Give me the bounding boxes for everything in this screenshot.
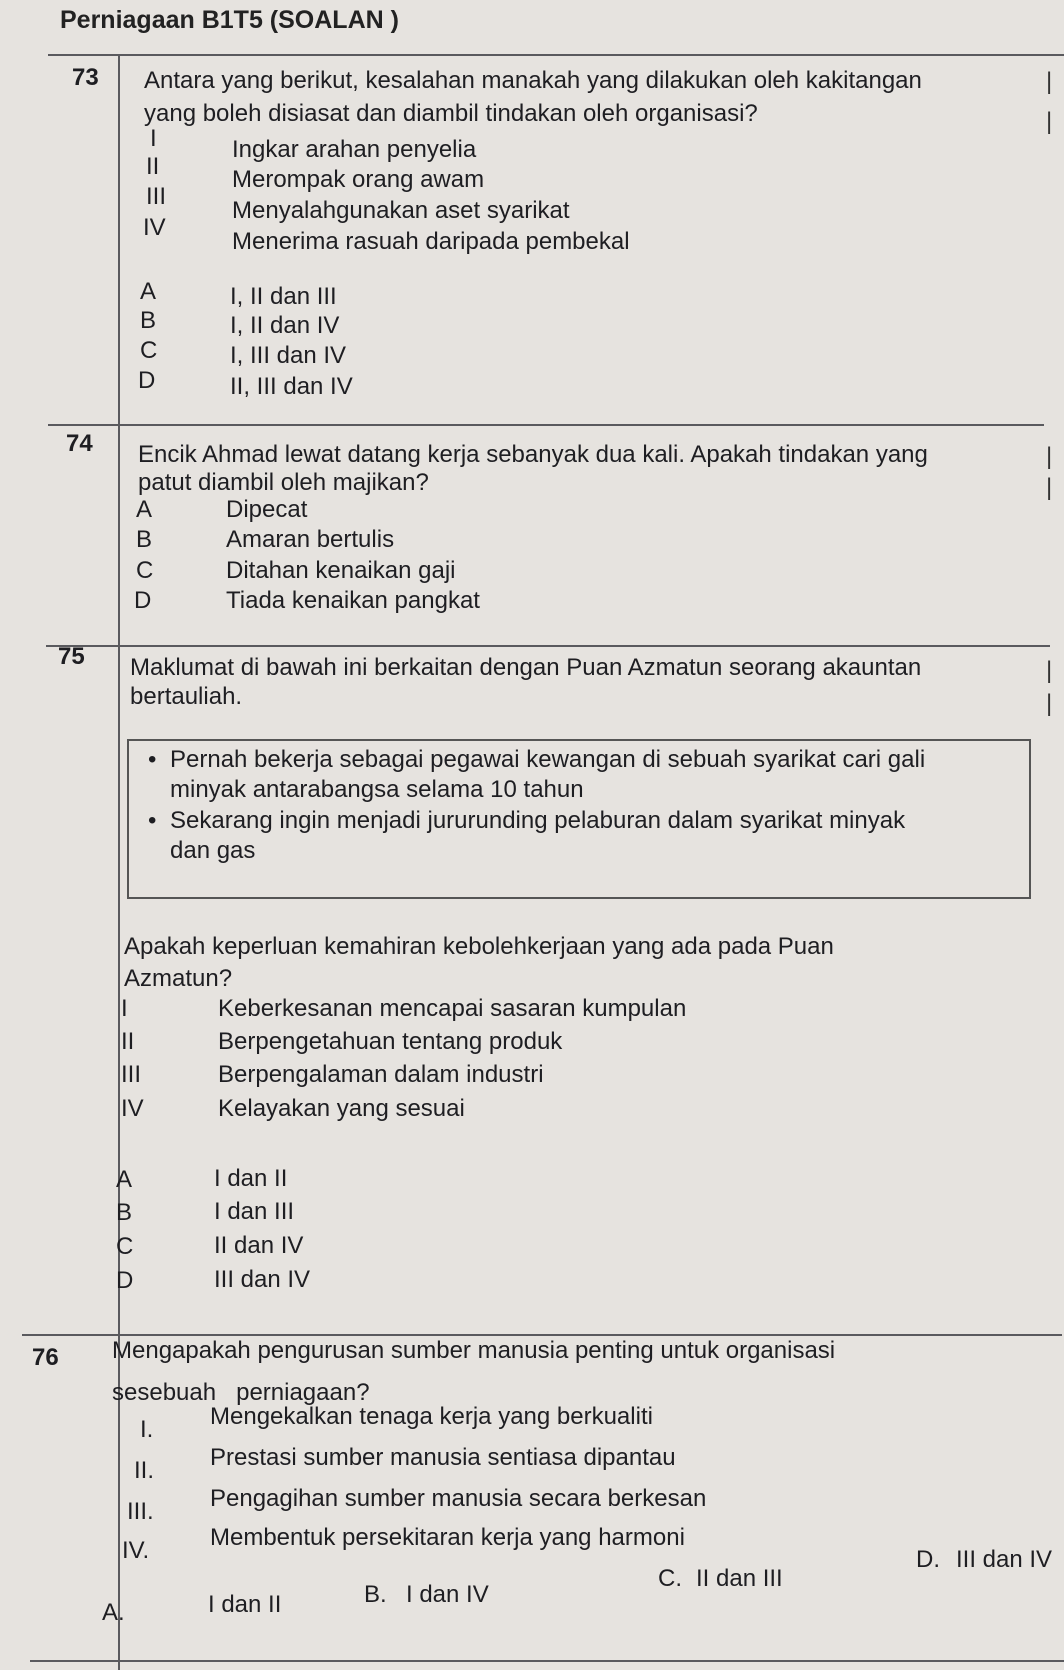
- question-number-76: 76: [32, 1344, 59, 1371]
- q76-option-text: I dan II: [208, 1591, 282, 1618]
- margin-mark: |: [1046, 657, 1053, 684]
- row-divider-75: [46, 645, 1050, 647]
- q76-option-label: B.: [364, 1581, 387, 1608]
- q76-statement-label: I.: [140, 1416, 154, 1443]
- q75-option-text: III dan IV: [214, 1266, 311, 1293]
- q73-statement-label: II: [146, 153, 160, 180]
- question-number-75: 75: [58, 643, 85, 670]
- q74-option-label: B: [136, 526, 153, 553]
- q75-statement-label: III: [121, 1061, 142, 1088]
- q75-statement-label: I: [121, 995, 128, 1022]
- q76-statement-text: Membentuk persekitaran kerja yang harmoni: [210, 1524, 685, 1551]
- info-line: minyak antarabangsa selama 10 tahun: [170, 776, 584, 803]
- q74-option-label: A: [136, 496, 153, 523]
- margin-mark: |: [1046, 443, 1053, 470]
- q73-option-label: D: [138, 367, 156, 394]
- q75-statement-text: Berpengetahuan tentang produk: [218, 1028, 563, 1055]
- question-number-73: 73: [72, 64, 99, 91]
- q75-option-label: C: [116, 1233, 134, 1260]
- q73-option-label: B: [140, 307, 157, 334]
- q75-statement-text: Berpengalaman dalam industri: [218, 1061, 544, 1088]
- q73-option-text: I, III dan IV: [230, 342, 347, 369]
- row-divider-74: [48, 424, 1044, 426]
- info-bullet-icon: •: [148, 807, 157, 834]
- q75-stem-line-2: bertauliah.: [130, 683, 243, 710]
- q75-option-label: A: [116, 1166, 133, 1193]
- info-line: Sekarang ingin menjadi jururunding pelaburan dalam syarikat minyak: [170, 807, 906, 834]
- q73-option-text: I, II dan III: [230, 283, 337, 310]
- q75-statement-label: IV: [121, 1095, 144, 1122]
- q75-option-text: I dan III: [214, 1198, 295, 1225]
- margin-mark: |: [1046, 474, 1053, 501]
- q75-option-text: II dan IV: [214, 1232, 304, 1259]
- q76-option-label: C.: [658, 1565, 682, 1592]
- q73-option-label: A: [140, 278, 157, 305]
- info-line: dan gas: [170, 837, 256, 864]
- q76-stem-line-2: sesebuah perniagaan?: [112, 1379, 370, 1406]
- q75-option-label: D: [116, 1267, 134, 1294]
- q74-stem-line-1: Encik Ahmad lewat datang kerja sebanyak dua kali. Apakah tindakan yang: [138, 441, 928, 468]
- page-title: Perniagaan B1T5 (SOALAN ): [60, 6, 399, 34]
- q73-option-text: I, II dan IV: [230, 312, 340, 339]
- q76-option-label: D.: [916, 1546, 940, 1573]
- q73-option-label: C: [140, 337, 158, 364]
- q76-option-text: I dan IV: [406, 1581, 489, 1608]
- q73-statement-label: IV: [143, 214, 166, 241]
- q76-statement-label: III.: [127, 1498, 154, 1525]
- question-number-74: 74: [66, 430, 93, 457]
- number-column-divider: [118, 54, 120, 1670]
- q74-option-label: C: [136, 557, 154, 584]
- q76-statement-label: II.: [134, 1457, 155, 1484]
- q73-statement-text: Menerima rasuah daripada pembekal: [232, 228, 630, 255]
- info-line: Pernah bekerja sebagai pegawai kewangan di sebuah syarikat cari gali: [170, 746, 926, 773]
- q75-option-label: B: [116, 1199, 133, 1226]
- q74-stem-line-2: patut diambil oleh majikan?: [138, 469, 429, 496]
- q75-question-line-1: Apakah keperluan kemahiran kebolehkerjaan yang ada pada Puan: [124, 933, 834, 960]
- q76-option-text: II dan III: [696, 1565, 783, 1592]
- q75-statement-label: II: [121, 1028, 135, 1055]
- q76-statement-text: Mengekalkan tenaga kerja yang berkualiti: [210, 1403, 653, 1430]
- q75-stem-line-1: Maklumat di bawah ini berkaitan dengan Puan Azmatun seorang akauntan: [130, 654, 922, 681]
- q76-statement-text: Prestasi sumber manusia sentiasa dipantau: [210, 1444, 676, 1471]
- q73-statement-text: Merompak orang awam: [232, 166, 485, 193]
- q76-option-label: A.: [102, 1599, 125, 1626]
- q74-option-text: Dipecat: [226, 496, 308, 523]
- q75-statement-text: Kelayakan yang sesuai: [218, 1095, 465, 1122]
- q76-stem-line-1: Mengapakah pengurusan sumber manusia penting untuk organisasi: [112, 1337, 836, 1364]
- q74-option-text: Ditahan kenaikan gaji: [226, 557, 456, 584]
- q74-option-text: Amaran bertulis: [226, 526, 395, 553]
- page-bottom-line: [30, 1660, 1064, 1662]
- q75-statement-text: Keberkesanan mencapai sasaran kumpulan: [218, 995, 687, 1022]
- q76-statement-text: Pengagihan sumber manusia secara berkesan: [210, 1485, 707, 1512]
- margin-mark: |: [1046, 690, 1053, 717]
- q75-option-text: I dan II: [214, 1165, 288, 1192]
- q73-statement-text: Menyalahgunakan aset syarikat: [232, 197, 570, 224]
- margin-mark: |: [1046, 68, 1053, 95]
- q76-option-text: III dan IV: [956, 1546, 1053, 1573]
- q73-statement-label: III: [146, 183, 167, 210]
- margin-mark: |: [1046, 108, 1053, 135]
- q76-statement-label: IV.: [122, 1537, 150, 1564]
- q73-statement-text: Ingkar arahan penyelia: [232, 136, 477, 163]
- q73-stem-line-2: yang boleh disiasat dan diambil tindakan oleh organisasi?: [144, 100, 758, 127]
- q73-statement-label: I: [150, 125, 157, 152]
- q75-question-line-2: Azmatun?: [124, 965, 233, 992]
- table-top-border: [48, 54, 1064, 56]
- q74-option-label: D: [134, 587, 152, 614]
- q73-option-text: II, III dan IV: [230, 373, 353, 400]
- info-bullet-icon: •: [148, 746, 157, 773]
- q74-option-text: Tiada kenaikan pangkat: [226, 587, 480, 614]
- q73-stem-line-1: Antara yang berikut, kesalahan manakah yang dilakukan oleh kakitangan: [144, 67, 922, 94]
